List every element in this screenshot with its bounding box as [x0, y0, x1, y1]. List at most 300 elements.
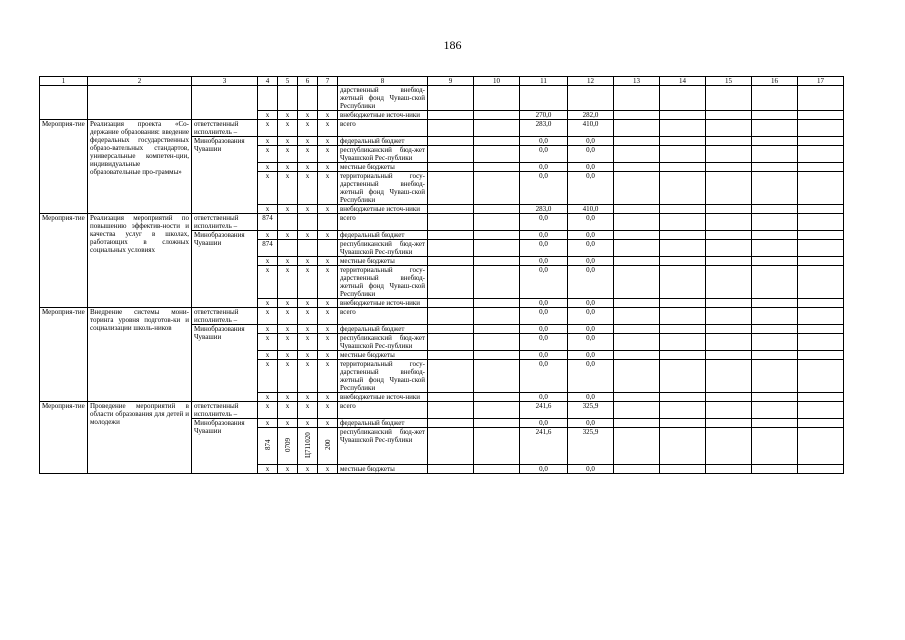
code-cell: 874: [258, 240, 278, 257]
code-cell: х: [298, 308, 318, 325]
code-cell: 874: [258, 214, 278, 231]
code-cell: х: [298, 205, 318, 214]
funding-source-cell: территориальный госу-дарственный внебюд-жетный фонд Чуваш-ской Республики: [338, 360, 428, 393]
column-header: 14: [660, 77, 706, 86]
budget-table: [39, 76, 844, 474]
empty-cell: [660, 205, 706, 214]
funding-source-cell: территориальный госу-дарственный внебюд-жетный фонд Чуваш-ской Республики: [338, 266, 428, 299]
code-cell: х: [298, 111, 318, 120]
empty-cell: [752, 266, 798, 299]
value-cell: 283,0: [520, 120, 568, 137]
empty-cell: [706, 231, 752, 240]
code-cell: х: [298, 325, 318, 334]
measure-name-cell: Реализация проекта «Со-держание образования: введение федеральных государственных образо-вательных стандартов, универсальные компетен-ции, индивидуальные образовательные про-граммы»: [88, 120, 192, 214]
column-header: 9: [428, 77, 474, 86]
code-cell: х: [318, 419, 338, 428]
column-header: 5: [278, 77, 298, 86]
code-cell: х: [298, 137, 318, 146]
empty-cell: [706, 163, 752, 172]
value-cell: 282,0: [568, 111, 614, 120]
column-header: 4: [258, 77, 278, 86]
empty-cell: [706, 465, 752, 474]
empty-cell: [474, 214, 520, 231]
code-cell: [278, 240, 298, 257]
empty-cell: [706, 325, 752, 334]
column-header: 3: [192, 77, 258, 86]
code-cell: х: [298, 146, 318, 163]
funding-source-cell: республиканский бюд-жет Чувашской Рес-публики: [338, 334, 428, 351]
column-header: 1: [40, 77, 88, 86]
code-cell: [318, 428, 338, 465]
code-cell: х: [318, 120, 338, 137]
responsible-cell: Минобразования Чувашии: [192, 325, 258, 402]
responsible-cell: ответственный исполнитель –: [192, 402, 258, 419]
code-cell: х: [298, 334, 318, 351]
empty-cell: [660, 163, 706, 172]
empty-cell: [614, 257, 660, 266]
funding-source-cell: местные бюджеты: [338, 163, 428, 172]
table-row: [40, 214, 844, 231]
empty-cell: [798, 402, 844, 419]
code-cell: х: [278, 146, 298, 163]
value-cell: 0,0: [568, 299, 614, 308]
empty-cell: [428, 419, 474, 428]
funding-source-cell: внебюджетные источ-ники: [338, 299, 428, 308]
code-cell: х: [298, 299, 318, 308]
empty-cell: [660, 257, 706, 266]
code-cell: х: [318, 465, 338, 474]
measure-type-cell: Мероприя-тие: [40, 214, 88, 308]
empty-cell: [614, 231, 660, 240]
empty-cell: [752, 393, 798, 402]
empty-cell: [660, 231, 706, 240]
code-cell: х: [258, 351, 278, 360]
empty-cell: [752, 137, 798, 146]
empty-cell: [660, 428, 706, 465]
code-cell: х: [318, 266, 338, 299]
empty-cell: [706, 393, 752, 402]
empty-cell: [752, 308, 798, 325]
empty-cell: [798, 428, 844, 465]
empty-cell: [614, 120, 660, 137]
value-cell: 0,0: [568, 393, 614, 402]
empty-cell: [660, 351, 706, 360]
empty-cell: [660, 299, 706, 308]
code-cell: х: [318, 299, 338, 308]
code-cell: х: [258, 308, 278, 325]
empty-cell: [428, 428, 474, 465]
empty-cell: [614, 146, 660, 163]
table-row: [40, 308, 844, 325]
empty-cell: [428, 402, 474, 419]
empty-cell: [798, 360, 844, 393]
empty-cell: [614, 205, 660, 214]
code-cell: х: [298, 172, 318, 205]
value-cell: 0,0: [568, 240, 614, 257]
funding-source-cell: федеральный бюджет: [338, 325, 428, 334]
empty-cell: [752, 240, 798, 257]
code-cell: х: [278, 163, 298, 172]
empty-cell: [474, 205, 520, 214]
empty-cell: [706, 419, 752, 428]
funding-source-cell: местные бюджеты: [338, 351, 428, 360]
empty-cell: [660, 465, 706, 474]
empty-cell: [798, 299, 844, 308]
empty-cell: [428, 299, 474, 308]
empty-cell: [752, 465, 798, 474]
empty-cell: [660, 402, 706, 419]
code-cell: х: [298, 465, 318, 474]
empty-cell: [614, 172, 660, 205]
empty-cell: [474, 465, 520, 474]
empty-cell: [798, 214, 844, 231]
column-header: 7: [318, 77, 338, 86]
code-cell: х: [318, 205, 338, 214]
empty-cell: [614, 402, 660, 419]
empty-cell: [706, 266, 752, 299]
empty-cell: [614, 419, 660, 428]
value-cell: 0,0: [568, 266, 614, 299]
empty-cell: [428, 325, 474, 334]
code-cell: х: [278, 402, 298, 419]
measure-type-cell: Мероприя-тие: [40, 308, 88, 402]
code-cell: [318, 214, 338, 231]
value-cell: 0,0: [568, 137, 614, 146]
column-header: 2: [88, 77, 192, 86]
empty-cell: [428, 257, 474, 266]
empty-cell: [614, 137, 660, 146]
column-header: 10: [474, 77, 520, 86]
empty-cell: [614, 465, 660, 474]
value-cell: 0,0: [568, 163, 614, 172]
empty-cell: [752, 299, 798, 308]
value-cell: 241,6: [520, 402, 568, 419]
code-cell: х: [298, 393, 318, 402]
empty-cell: [474, 137, 520, 146]
code-cell: х: [278, 266, 298, 299]
value-cell: 325,9: [568, 402, 614, 419]
code-cell: х: [318, 137, 338, 146]
column-header: 13: [614, 77, 660, 86]
empty-cell: [660, 419, 706, 428]
empty-cell: [798, 172, 844, 205]
empty-cell: [660, 214, 706, 231]
empty-cell: [798, 325, 844, 334]
empty-cell: [752, 205, 798, 214]
empty-cell: [428, 360, 474, 393]
empty-cell: [706, 137, 752, 146]
code-cell: х: [278, 120, 298, 137]
empty-cell: [706, 402, 752, 419]
empty-cell: [614, 163, 660, 172]
empty-cell: [474, 393, 520, 402]
code-cell: х: [318, 334, 338, 351]
code-cell: х: [258, 419, 278, 428]
funding-source-cell: территориальный госу-дарственный внебюд-жетный фонд Чуваш-ской Республики: [338, 172, 428, 205]
code-cell: х: [258, 360, 278, 393]
code-cell: [318, 240, 338, 257]
column-header: 12: [568, 77, 614, 86]
empty-cell: [474, 146, 520, 163]
value-cell: 0,0: [520, 360, 568, 393]
responsible-cell: Минобразования Чувашии: [192, 231, 258, 308]
code-cell: х: [318, 402, 338, 419]
column-header: 11: [520, 77, 568, 86]
empty-cell: [474, 163, 520, 172]
value-cell: 0,0: [520, 393, 568, 402]
funding-source-cell: федеральный бюджет: [338, 419, 428, 428]
empty-cell: [428, 308, 474, 325]
value-cell: 0,0: [568, 325, 614, 334]
code-cell: х: [278, 419, 298, 428]
empty-cell: [614, 308, 660, 325]
column-header: 15: [706, 77, 752, 86]
code-cell: х: [258, 163, 278, 172]
code-cell: х: [318, 257, 338, 266]
empty-cell: [614, 240, 660, 257]
code-cell: х: [318, 308, 338, 325]
empty-cell: [706, 428, 752, 465]
value-cell: 0,0: [520, 465, 568, 474]
empty-cell: [614, 299, 660, 308]
value-cell: 325,9: [568, 428, 614, 465]
code-cell: х: [318, 111, 338, 120]
empty-cell: [474, 402, 520, 419]
empty-cell: [614, 393, 660, 402]
code-cell: х: [258, 172, 278, 205]
column-header: 6: [298, 77, 318, 86]
empty-cell: [614, 360, 660, 393]
empty-cell: [428, 393, 474, 402]
table-row: [40, 402, 844, 419]
empty-cell: [798, 163, 844, 172]
code-cell: х: [298, 120, 318, 137]
empty-cell: [798, 120, 844, 137]
measure-name-cell: Реализация мероприятий по повышению эффектив-ности и качества услуг в школах, работающих в сложных социальных условиях: [88, 214, 192, 308]
code-cell: х: [278, 257, 298, 266]
value-cell: 0,0: [568, 465, 614, 474]
code-cell: х: [278, 360, 298, 393]
empty-cell: [660, 393, 706, 402]
empty-cell: [798, 240, 844, 257]
code-cell: х: [258, 266, 278, 299]
value-cell: 0,0: [568, 214, 614, 231]
empty-cell: [474, 308, 520, 325]
empty-cell: [660, 172, 706, 205]
code-cell: х: [278, 231, 298, 240]
funding-source-cell: республиканский бюд-жет Чувашской Рес-публики: [338, 428, 428, 465]
responsible-cell: ответственный исполнитель –: [192, 120, 258, 137]
empty-cell: [428, 146, 474, 163]
responsible-cell: ответственный исполнитель –: [192, 308, 258, 325]
code-cell: х: [278, 393, 298, 402]
funding-source-cell: дарственный внебюд-жетный фонд Чуваш-ской Республики: [338, 86, 428, 111]
value-cell: 0,0: [520, 146, 568, 163]
empty-cell: [752, 325, 798, 334]
code-cell: х: [258, 325, 278, 334]
empty-cell: [474, 299, 520, 308]
empty-cell: [660, 146, 706, 163]
measure-name-cell: Проведение мероприятий в области образования для детей и молодежи: [88, 402, 192, 474]
code-cell: х: [318, 231, 338, 240]
empty-cell: [428, 120, 474, 137]
empty-cell: [752, 351, 798, 360]
code-cell: х: [278, 308, 298, 325]
code-cell: х: [298, 257, 318, 266]
empty-cell: [474, 351, 520, 360]
empty-cell: [798, 351, 844, 360]
empty-cell: [706, 240, 752, 257]
empty-cell: [614, 428, 660, 465]
empty-cell: [614, 334, 660, 351]
empty-cell: [752, 419, 798, 428]
code-cell: х: [278, 205, 298, 214]
measure-type-cell: Мероприя-тие: [40, 120, 88, 214]
empty-cell: [474, 172, 520, 205]
funding-source-cell: внебюджетные источ-ники: [338, 205, 428, 214]
empty-cell: [474, 360, 520, 393]
empty-cell: [752, 120, 798, 137]
code-cell: х: [278, 334, 298, 351]
code-cell: х: [258, 299, 278, 308]
empty-cell: [474, 240, 520, 257]
funding-source-cell: всего: [338, 402, 428, 419]
value-cell: 0,0: [520, 240, 568, 257]
empty-cell: [752, 360, 798, 393]
empty-cell: [428, 163, 474, 172]
empty-cell: [798, 257, 844, 266]
empty-cell: [706, 172, 752, 205]
code-cell: х: [298, 351, 318, 360]
empty-cell: [752, 334, 798, 351]
code-cell: х: [258, 257, 278, 266]
empty-cell: [660, 120, 706, 137]
empty-cell: [428, 205, 474, 214]
measure-name-cell: Внедрение системы мони-торинга уровня подготов-ки и социализации школь-ников: [88, 308, 192, 402]
value-cell: 0,0: [520, 231, 568, 240]
empty-cell: [474, 257, 520, 266]
empty-cell: [706, 214, 752, 231]
empty-cell: [428, 172, 474, 205]
value-cell: 0,0: [568, 334, 614, 351]
code-text: 200: [323, 439, 332, 451]
empty-cell: [752, 428, 798, 465]
value-cell: 0,0: [520, 351, 568, 360]
empty-cell: [428, 137, 474, 146]
funding-source-cell: внебюджетные источ-ники: [338, 393, 428, 402]
code-cell: х: [318, 172, 338, 205]
value-cell: 0,0: [568, 308, 614, 325]
responsible-cell: Минобразования Чувашии: [192, 419, 258, 474]
empty-cell: [706, 120, 752, 137]
code-cell: х: [318, 163, 338, 172]
code-cell: х: [298, 402, 318, 419]
value-cell: 0,0: [520, 266, 568, 299]
empty-cell: [798, 231, 844, 240]
empty-cell: [428, 334, 474, 351]
funding-source-cell: всего: [338, 308, 428, 325]
code-cell: [298, 214, 318, 231]
empty-cell: [706, 308, 752, 325]
empty-cell: [428, 351, 474, 360]
empty-cell: [428, 240, 474, 257]
code-cell: х: [298, 163, 318, 172]
empty-cell: [752, 231, 798, 240]
code-cell: х: [298, 419, 318, 428]
value-cell: 0,0: [520, 172, 568, 205]
code-cell: х: [318, 325, 338, 334]
funding-source-cell: всего: [338, 214, 428, 231]
value-cell: 0,0: [520, 325, 568, 334]
value-cell: 0,0: [568, 419, 614, 428]
empty-cell: [798, 205, 844, 214]
empty-cell: [752, 172, 798, 205]
table-row: [40, 120, 844, 137]
code-text: 874: [263, 439, 272, 451]
code-cell: х: [318, 351, 338, 360]
empty-cell: [798, 137, 844, 146]
column-header: 8: [338, 77, 428, 86]
code-cell: х: [258, 465, 278, 474]
value-cell: 0,0: [568, 172, 614, 205]
value-cell: 0,0: [568, 146, 614, 163]
empty-cell: [706, 299, 752, 308]
empty-cell: [474, 334, 520, 351]
code-cell: х: [278, 325, 298, 334]
code-text: Ц711020: [303, 432, 312, 458]
value-cell: 410,0: [568, 205, 614, 214]
value-cell: 0,0: [520, 299, 568, 308]
code-cell: х: [318, 146, 338, 163]
value-cell: 410,0: [568, 120, 614, 137]
code-cell: х: [258, 120, 278, 137]
empty-cell: [706, 257, 752, 266]
funding-source-cell: республиканский бюд-жет Чувашской Рес-публики: [338, 146, 428, 163]
code-cell: х: [258, 231, 278, 240]
code-cell: х: [258, 402, 278, 419]
value-cell: 0,0: [520, 334, 568, 351]
empty-cell: [474, 419, 520, 428]
value-cell: 0,0: [520, 137, 568, 146]
column-header: 16: [752, 77, 798, 86]
funding-source-cell: внебюджетные источ-ники: [338, 111, 428, 120]
empty-cell: [798, 419, 844, 428]
value-cell: 270,0: [520, 111, 568, 120]
empty-cell: [752, 402, 798, 419]
value-cell: 241,6: [520, 428, 568, 465]
empty-cell: [660, 360, 706, 393]
value-cell: 0,0: [520, 163, 568, 172]
table-row: [40, 86, 844, 111]
empty-cell: [798, 266, 844, 299]
empty-cell: [660, 325, 706, 334]
code-cell: х: [298, 266, 318, 299]
empty-cell: [660, 308, 706, 325]
code-cell: х: [278, 351, 298, 360]
code-cell: х: [278, 299, 298, 308]
code-cell: х: [298, 231, 318, 240]
code-cell: х: [278, 111, 298, 120]
code-cell: [278, 428, 298, 465]
code-cell: х: [278, 172, 298, 205]
empty-cell: [798, 393, 844, 402]
code-cell: [278, 214, 298, 231]
empty-cell: [428, 231, 474, 240]
value-cell: 0,0: [520, 214, 568, 231]
value-cell: 0,0: [520, 308, 568, 325]
empty-cell: [614, 325, 660, 334]
funding-source-cell: федеральный бюджет: [338, 231, 428, 240]
